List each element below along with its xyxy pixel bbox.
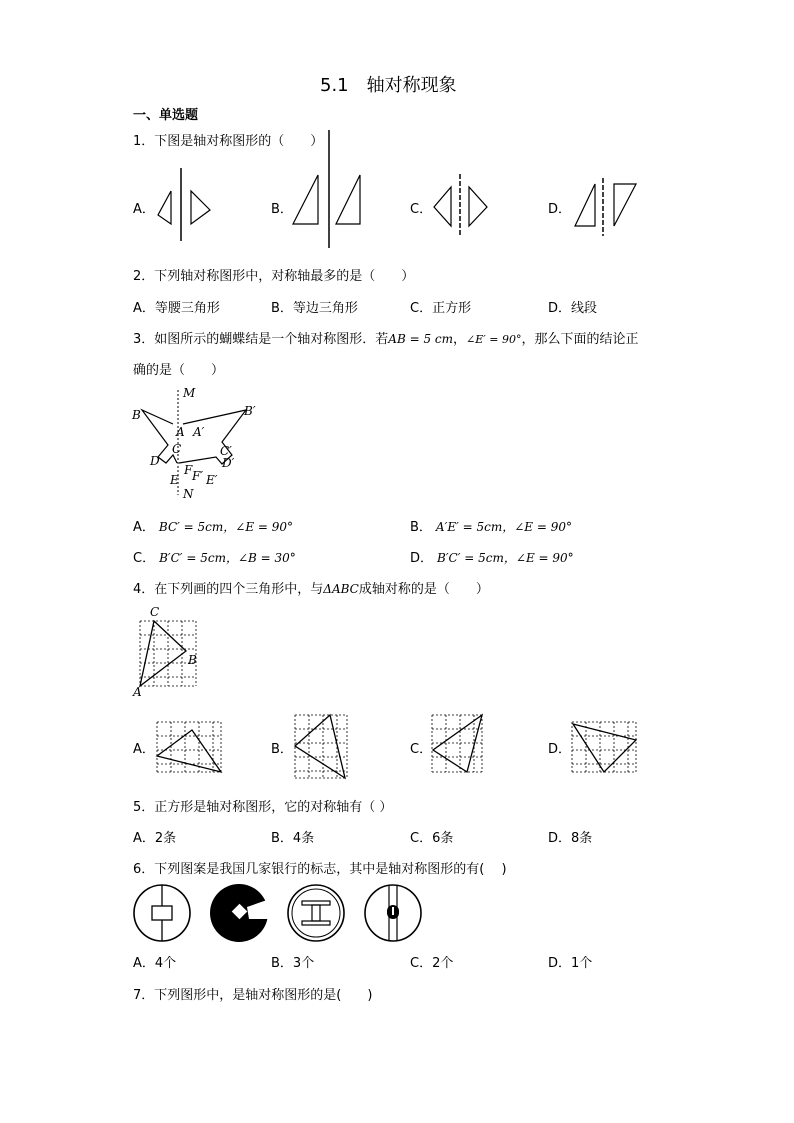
q6-stem: 6．下列图案是我国几家银行的标志，其中是轴对称图形的有( ) [133, 862, 507, 877]
q5-option-a[interactable]: A．2条 [133, 831, 177, 846]
q6-bank-logo-4 [363, 883, 425, 945]
label-d: D [150, 454, 160, 468]
q1-option-d[interactable]: D． [548, 202, 572, 217]
q6-bank-logo-2 [209, 883, 271, 945]
q6-option-d[interactable]: D．1个 [548, 956, 593, 971]
label-f: F [184, 463, 193, 477]
q3-math-angle: ∠E′ = 90° [466, 333, 522, 346]
label-e: E [170, 473, 179, 487]
q4-option-c[interactable]: C． [410, 742, 433, 757]
q6-option-a[interactable]: A．4个 [133, 956, 177, 971]
q1-option-c[interactable]: C． [410, 202, 433, 217]
q4-option-a[interactable]: A． [133, 742, 155, 757]
q2-option-b[interactable]: B．等边三角形 [271, 301, 358, 316]
q4-figure-b [293, 712, 353, 782]
q6-option-c[interactable]: C．2个 [410, 956, 454, 971]
q6-bank-logo-1 [132, 883, 194, 945]
q3-stem-line2: 确的是（ ） [133, 363, 225, 378]
q1-option-a[interactable]: A． [133, 202, 155, 217]
label-b: B [132, 408, 141, 422]
section-heading: 一、单选题 [133, 108, 199, 123]
q1-figure-b [288, 130, 368, 250]
q3-option-b[interactable]: B． A′E′ = 5cm，∠E = 90° [410, 520, 572, 535]
label-a: A [176, 425, 185, 439]
q4-option-b[interactable]: B． [271, 742, 293, 757]
label-n: N [183, 487, 194, 501]
q5-option-c[interactable]: C．6条 [410, 831, 454, 846]
label-a-prime: A′ [193, 425, 205, 439]
q4-abc-figure [130, 604, 210, 699]
q3-math-ab: AB = 5 cm [388, 332, 453, 346]
q5-stem: 5．正方形是轴对称图形，它的对称轴有（ ） [133, 800, 393, 815]
q2-option-a[interactable]: A．等腰三角形 [133, 301, 220, 316]
q5-option-b[interactable]: B．4条 [271, 831, 315, 846]
q4-figure-c [430, 712, 490, 777]
label-c-prime: C′ [220, 444, 232, 458]
label-c: C [172, 442, 182, 456]
q5-option-d[interactable]: D．8条 [548, 831, 593, 846]
label-f-prime: F′ [192, 469, 204, 483]
label-c: C [150, 605, 160, 619]
q4-option-d[interactable]: D． [548, 742, 572, 757]
q1-figure-d [570, 178, 640, 238]
q4-stem: 4．在下列画的四个三角形中，与ΔABC成轴对称的是（ ） [133, 582, 489, 597]
q1-option-b[interactable]: B． [271, 202, 293, 217]
q6-bank-logo-3 [286, 883, 348, 945]
q3-option-a[interactable]: A． BC′ = 5cm，∠E = 90° [133, 520, 294, 535]
q7-stem: 7．下列图形中，是轴对称图形的是( ) [133, 988, 373, 1003]
q6-option-b[interactable]: B．3个 [271, 956, 315, 971]
label-e-prime: E′ [206, 473, 218, 487]
q2-option-c[interactable]: C．正方形 [410, 301, 472, 316]
q1-figure-a [150, 168, 220, 243]
page-title: 5.1 轴对称现象 [320, 75, 457, 96]
q2-stem: 2．下列轴对称图形中，对称轴最多的是（ ） [133, 269, 415, 284]
label-m: M [183, 386, 196, 400]
q1-stem: 1．下图是轴对称图形的（ ） [133, 134, 324, 149]
label-b: B [188, 653, 197, 667]
q4-figure-a [155, 718, 230, 776]
q2-option-d[interactable]: D．线段 [548, 301, 598, 316]
q3-option-c[interactable]: C． B′C′ = 5cm，∠B = 30° [133, 551, 296, 566]
q4-figure-d [570, 718, 645, 776]
q3-stem-line1: 3．如图所示的蝴蝶结是一个轴对称图形．若AB = 5 cm，∠E′ = 90°，那么下面的结论正 [133, 332, 639, 347]
q1-figure-c [425, 174, 495, 239]
label-a: A [133, 685, 142, 699]
label-b-prime: B′ [244, 404, 256, 418]
label-d-prime: D′ [222, 456, 235, 470]
q3-bow-figure [130, 385, 270, 503]
q3-option-d[interactable]: D． B′C′ = 5cm，∠E = 90° [410, 551, 574, 566]
